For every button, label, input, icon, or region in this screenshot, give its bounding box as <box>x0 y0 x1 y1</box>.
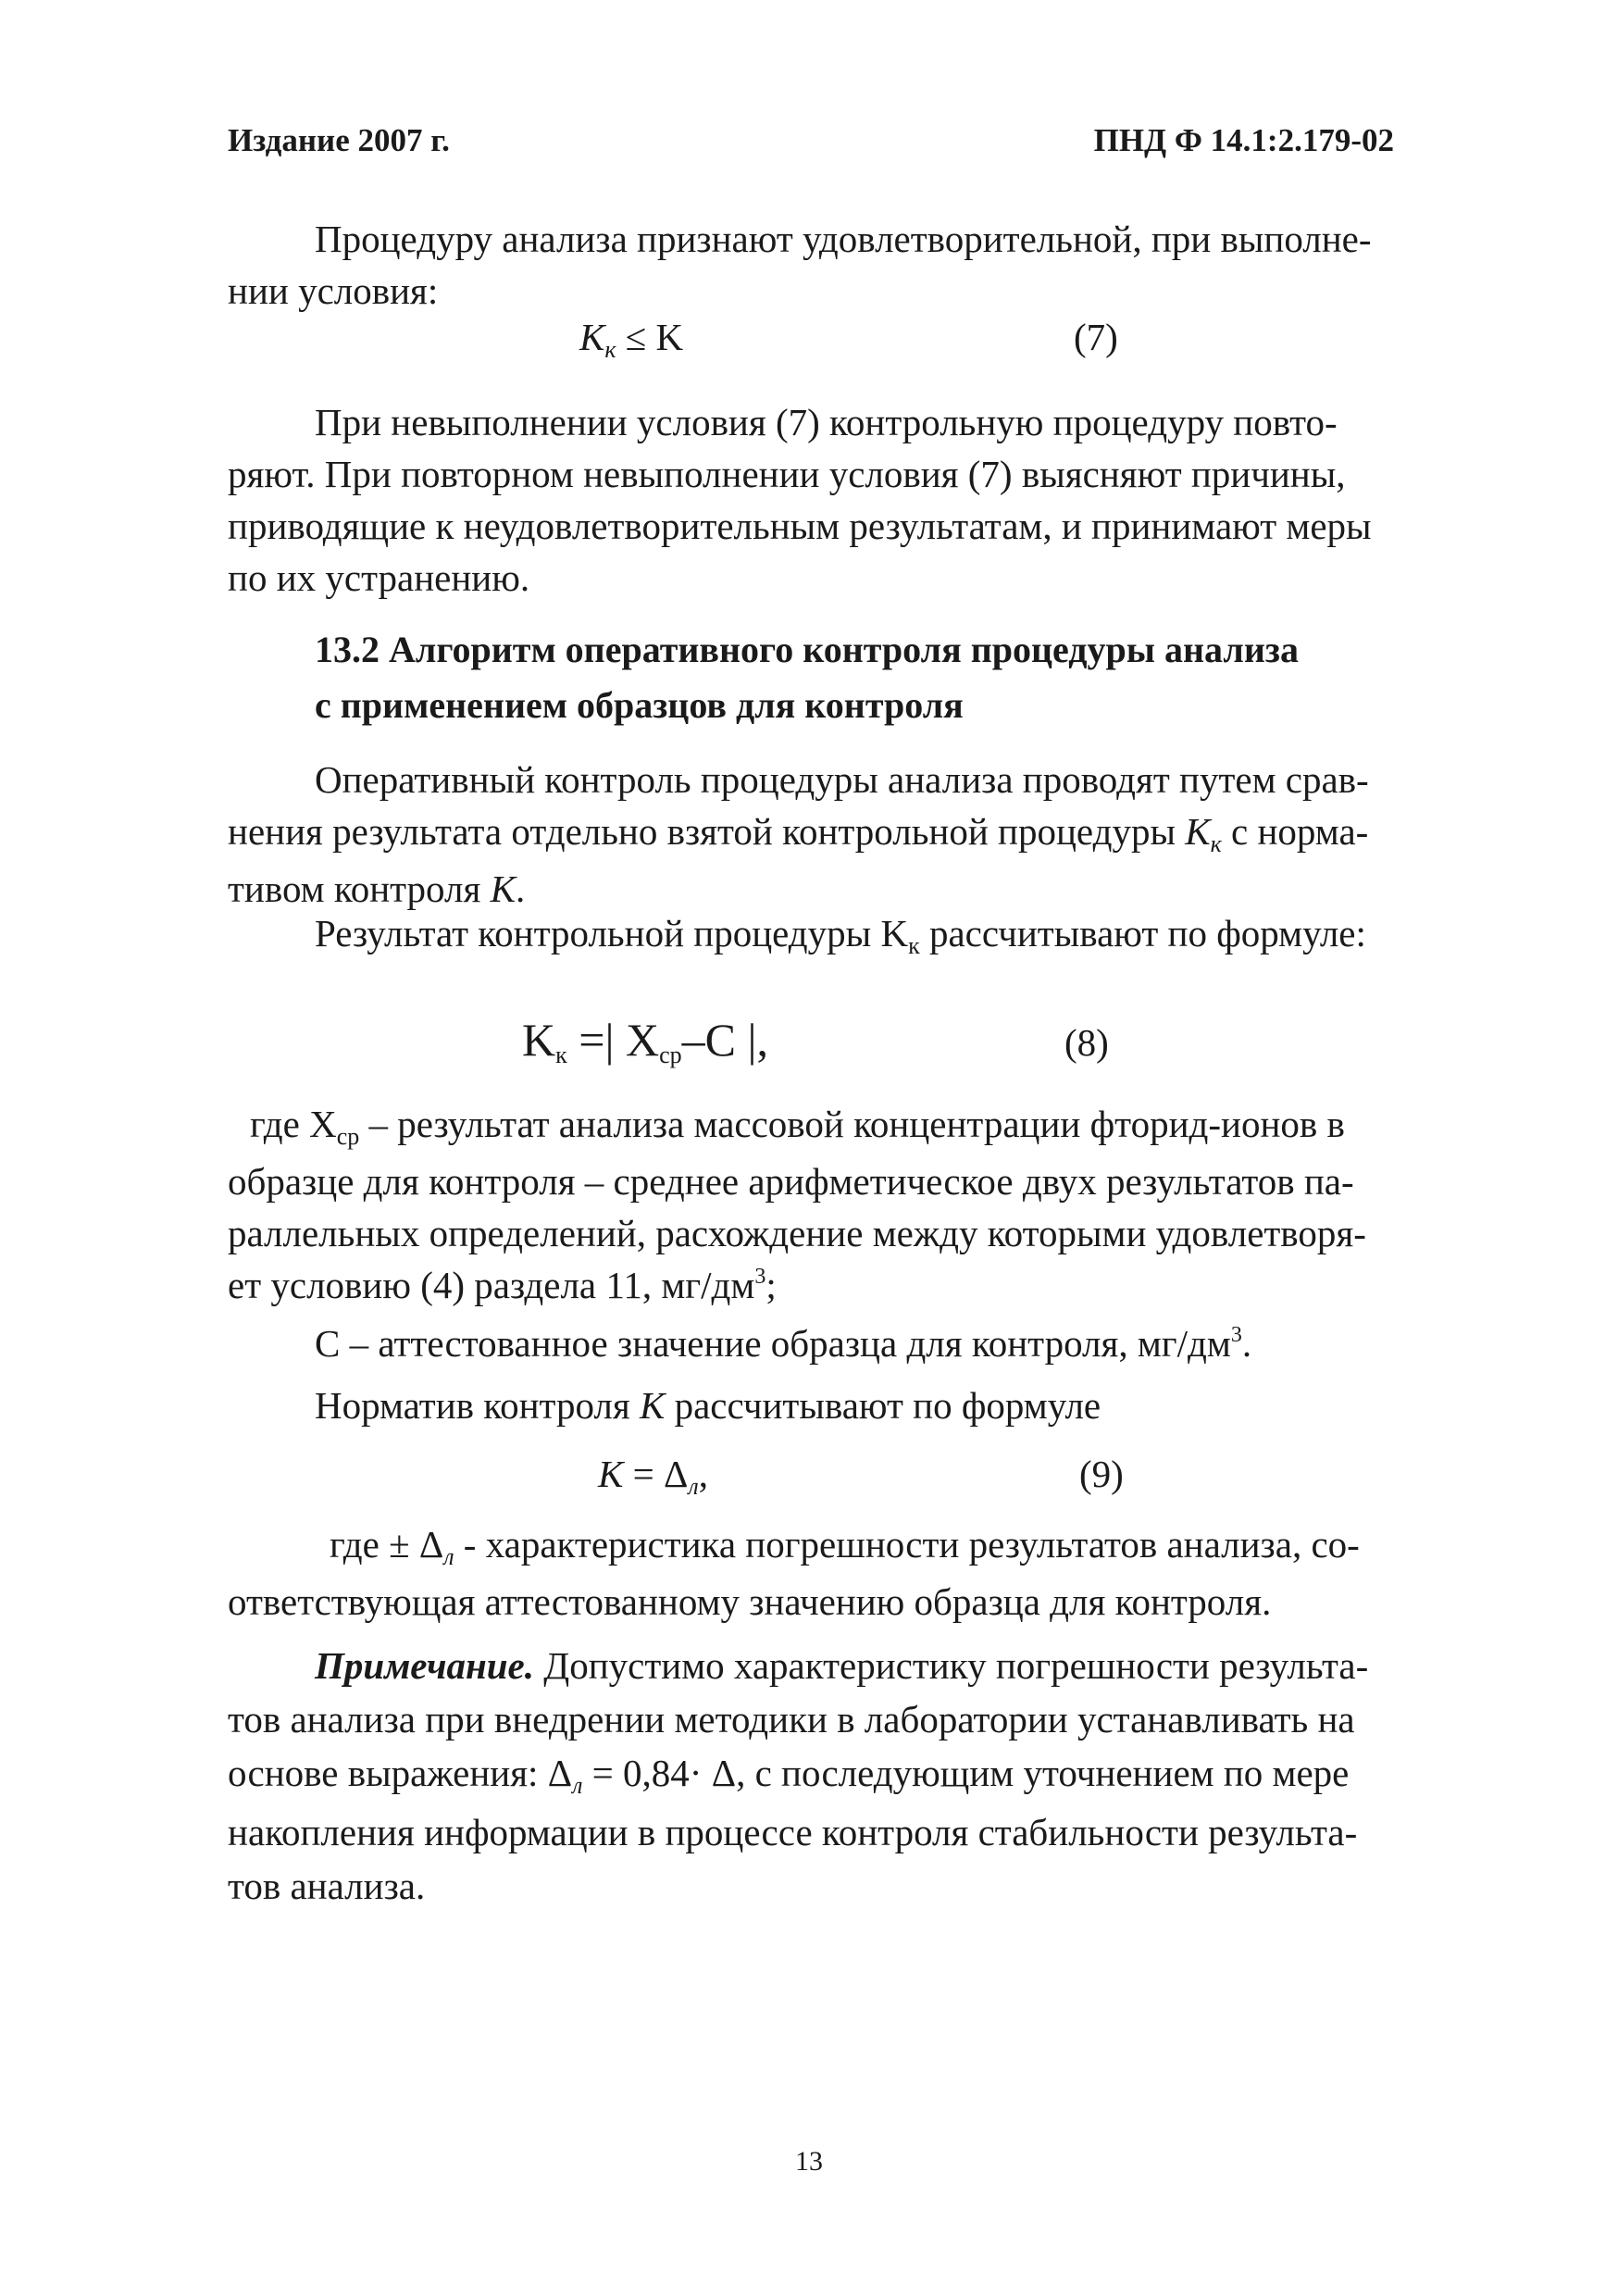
text-line: C – аттестованное значение образца для контроля, $мг/дм^3$. <box>315 1322 1252 1365</box>
text-line: где ± Δл - характеристика погрешности результатов анализа, со- <box>330 1523 1360 1570</box>
equation-number: (7) <box>1074 316 1118 358</box>
paragraph-result-formula <box>228 907 1394 965</box>
paragraph-operational-control <box>228 754 1394 915</box>
text-line: образце для контроля – среднее арифметическое двух результатов па- <box>228 1160 1354 1203</box>
paragraph-where-delta <box>228 1518 1394 1628</box>
text-line: ет условию (4) раздела 11, $мг/дм^3$; <box>228 1264 777 1306</box>
text-line: накопления информации в процессе контроля стабильности результа- <box>228 1811 1358 1853</box>
text-line: ответствующая аттестованному значению образца для контроля. <box>228 1580 1272 1623</box>
formula-rhs: ≤ K <box>625 316 684 358</box>
formula-9: K = Δл, <box>598 1453 708 1500</box>
document-code: ПНД Ф 14.1:2.179-02 <box>1093 122 1394 158</box>
text-line: Примечание. Допустимо характеристику погрешности результа- <box>315 1644 1369 1687</box>
text-line: тов анализа. <box>228 1865 426 1907</box>
paragraph-where-xcp <box>228 1098 1394 1376</box>
edition-label: Издание 2007 г. <box>228 122 450 158</box>
text-line: раллельных определений, расхождение между которыми удовлетворя- <box>228 1212 1366 1254</box>
text-line: нения результата отдельно взятой контрольной процедуры Kк с норма- <box>228 810 1369 857</box>
paragraph-repeat <box>228 396 1394 604</box>
formula-8: Kк =| Xср–C |, <box>522 1014 768 1068</box>
text-line: При невыполнении условия (7) контрольную процедуру повто- <box>315 401 1338 443</box>
formula-var: K <box>579 316 605 358</box>
section-heading <box>315 622 1299 733</box>
heading-line: с применением образцов для контроля <box>315 684 964 726</box>
text-line: по их устранению. <box>228 556 530 599</box>
text-line: нии условия: <box>228 269 439 312</box>
text-line: Процедуру анализа признают удовлетворительной, при выполне- <box>315 218 1372 260</box>
formula-7 <box>579 315 684 363</box>
text-line: тов анализа при внедрении методики в лаборатории устанавливать на <box>228 1698 1355 1741</box>
text-line: ряют. При повторном невыполнении условия (7) выясняют причины, <box>228 453 1346 495</box>
note-paragraph <box>228 1639 1394 1913</box>
text-line: Норматив контроля K рассчитывают по формуле <box>315 1384 1101 1427</box>
paragraph-norm-formula <box>228 1379 1394 1431</box>
text-line: Оперативный контроль процедуры анализа проводят путем срав- <box>315 758 1369 801</box>
equation-number: (9) <box>1079 1453 1124 1495</box>
text-line: Результат контрольной процедуры Kк рассчитывают по формуле: <box>315 912 1366 959</box>
equation-number: (8) <box>1064 1021 1109 1064</box>
text-line: основе выражения: Δл = 0,84· Δ, с последующим уточнением по мере <box>228 1752 1350 1799</box>
text-line: тивом контроля K. <box>228 867 526 910</box>
formula-subscript: к <box>604 336 616 363</box>
heading-line: 13.2 Алгоритм оперативного контроля процедуры анализа <box>315 629 1299 670</box>
page-number: 13 <box>795 2146 823 2177</box>
text-line: приводящие к неудовлетворительным результатам, и принимают меры <box>228 505 1372 547</box>
note-title: Примечание. <box>315 1644 534 1687</box>
text-line: где Xср – результат анализа массовой концентрации фторид-ионов в <box>250 1103 1345 1150</box>
paragraph-acceptance <box>228 213 1394 317</box>
